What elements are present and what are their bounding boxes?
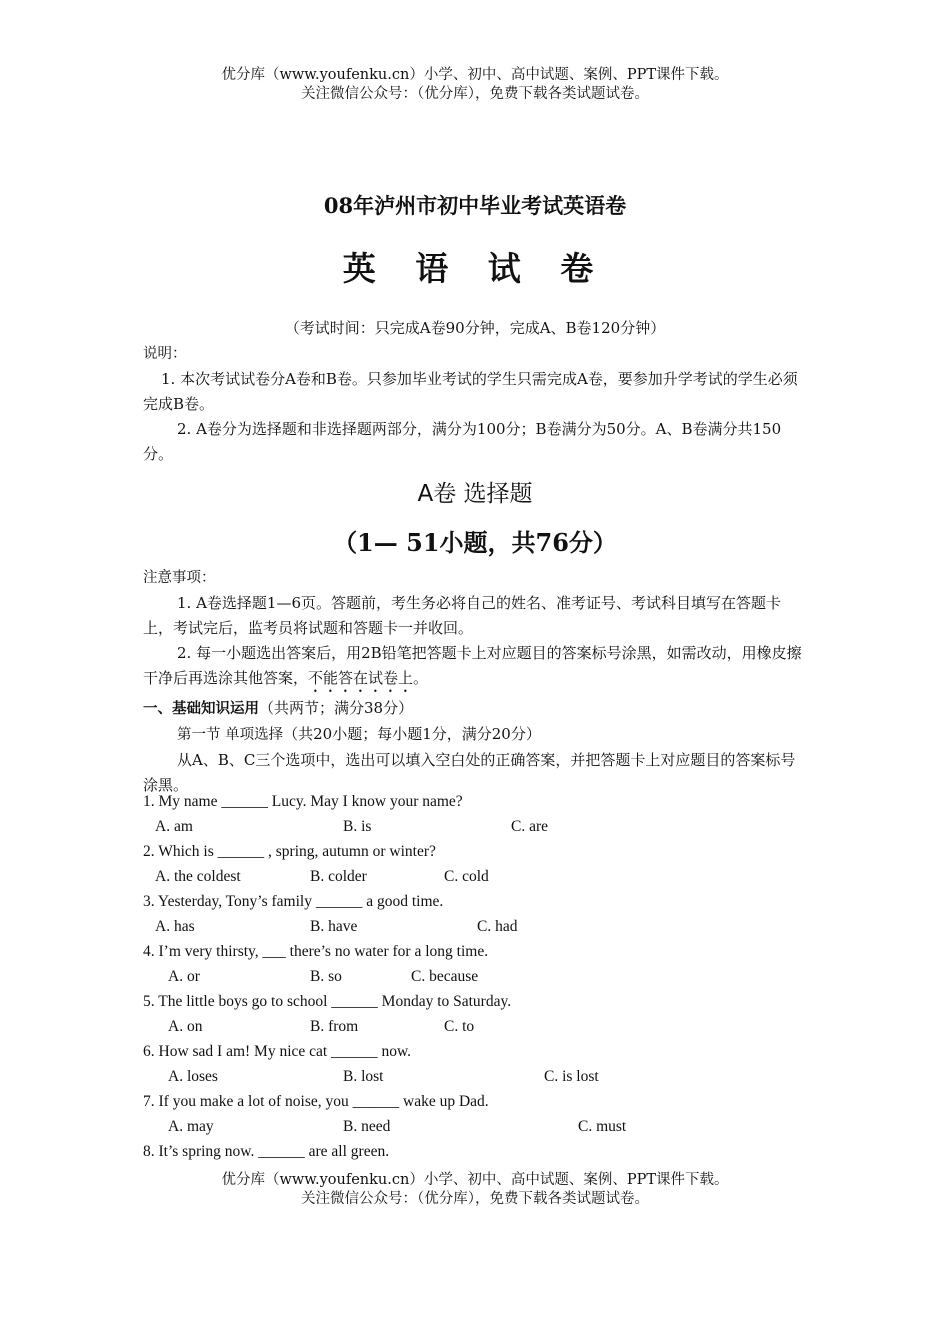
attention-item-2-end: 。: [413, 669, 429, 687]
attention-emphasis: 不能答在试卷上: [308, 669, 414, 687]
question-stem: 4. I’m very thirsty, ___ there’s no water for a long time.: [143, 943, 489, 960]
option-b: B. is: [343, 818, 372, 835]
question-stem: 8. It’s spring now. ______ are all green.: [143, 1143, 390, 1160]
option-b: B. have: [310, 918, 358, 935]
part1-heading-title: 一、基础知识运用: [143, 701, 259, 717]
option-c: C. must: [578, 1118, 627, 1135]
question-stem: 7. If you make a lot of noise, you ______ wake up Dad.: [143, 1093, 489, 1110]
page-footer: [0, 1171, 950, 1209]
option-b: B. so: [310, 968, 342, 985]
option-b: B. need: [343, 1118, 391, 1135]
option-b: B. from: [310, 1018, 359, 1035]
attention-item-2: [143, 641, 808, 696]
option-b: B. colder: [310, 868, 367, 885]
question-options: [143, 864, 808, 889]
section1-instruction: 从A、B、C三个选项中，选出可以填入空白处的正确答案，并把答题卡上对应题目的答案标号涂黑。: [143, 751, 796, 794]
question-options: [143, 964, 808, 989]
notes-item-1: 1. 本次考试试卷分A卷和B卷。只参加毕业考试的学生只需完成A卷，要参加升学考试的学生必须完成B卷。: [143, 370, 798, 413]
attention-block: [143, 566, 808, 798]
header-line-2: 关注微信公众号：（优分库），免费下载各类试题试卷。: [301, 86, 649, 102]
question-stem: 2. Which is ______ , spring, autumn or winter?: [143, 843, 436, 860]
option-c: C. is lost: [544, 1068, 599, 1085]
option-c: C. are: [511, 818, 549, 835]
option-c: C. because: [411, 968, 479, 985]
question-stem: 6. How sad I am! My nice cat ______ now.: [143, 1043, 412, 1060]
footer-line-1: 优分库（www.youfenku.cn）小学、初中、高中试题、案例、PPT课件下载。: [221, 1172, 729, 1188]
exam-title: 08年泸州市初中毕业考试英语卷: [323, 193, 627, 218]
option-c: C. had: [477, 918, 518, 935]
questions-list: [143, 789, 808, 1164]
section1-title: 第一节 单项选择: [177, 727, 284, 743]
question-options: [143, 914, 808, 939]
option-a: A. on: [168, 1018, 203, 1035]
option-a: A. may: [168, 1118, 214, 1135]
question-stem: 3. Yesterday, Tony’s family ______ a good time.: [143, 893, 444, 910]
exam-subtitle: 英 语 试 卷: [342, 249, 608, 288]
question-options: [143, 1114, 808, 1139]
part1-heading-note: （共两节；满分38分）: [259, 699, 414, 717]
question-stem: 5. The little boys go to school ______ Monday to Saturday.: [143, 993, 512, 1010]
section-a-title: A卷 选择题: [417, 481, 533, 507]
question-options: [143, 814, 808, 839]
header-line-1: 优分库（www.youfenku.cn）小学、初中、高中试题、案例、PPT课件下载。: [221, 67, 729, 83]
section-a-subtitle: （1— 51小题，共76分）: [333, 528, 617, 557]
option-a: A. has: [155, 918, 195, 935]
question-options: [143, 1014, 808, 1039]
option-b: B. lost: [343, 1068, 384, 1085]
question-stem: 1. My name ______ Lucy. May I know your name?: [143, 793, 463, 810]
attention-item-1: 1. A卷选择题1—6页。答题前，考生务必将自己的姓名、准考证号、考试科目填写在答题卡上，考试完后，监考员将试题和答题卡一并收回。: [143, 594, 782, 637]
attention-label: 注意事项：: [143, 570, 216, 586]
notes-label: 说明：: [143, 346, 187, 362]
option-a: A. the coldest: [155, 868, 241, 885]
page-header: [0, 66, 950, 104]
attention-item-2-text: 2. 每一小题选出答案后，用2B铅笔把答题卡上对应题目的答案标号涂黑，如需改动，用橡皮擦干净后再选涂其他答案，: [143, 644, 802, 687]
section1-heading: [143, 722, 808, 748]
option-a: A. loses: [168, 1068, 218, 1085]
option-c: C. cold: [444, 868, 489, 885]
notes-item-2: 2. A卷分为选择题和非选择题两部分，满分为100分；B卷满分为50分。A、B卷满分共150分。: [143, 420, 782, 463]
option-a: A. am: [155, 818, 193, 835]
exam-time-note: （考试时间：只完成A卷90分钟，完成A、B卷120分钟）: [284, 319, 666, 337]
option-c: C. to: [444, 1018, 475, 1035]
instructions-block: [143, 342, 808, 467]
question-options: [143, 1064, 808, 1089]
section1-note: （共20小题；每小题1分，满分20分）: [283, 725, 541, 743]
option-a: A. or: [168, 968, 200, 985]
part1-heading: [143, 696, 808, 722]
footer-line-2: 关注微信公众号：（优分库），免费下载各类试题试卷。: [301, 1191, 649, 1207]
